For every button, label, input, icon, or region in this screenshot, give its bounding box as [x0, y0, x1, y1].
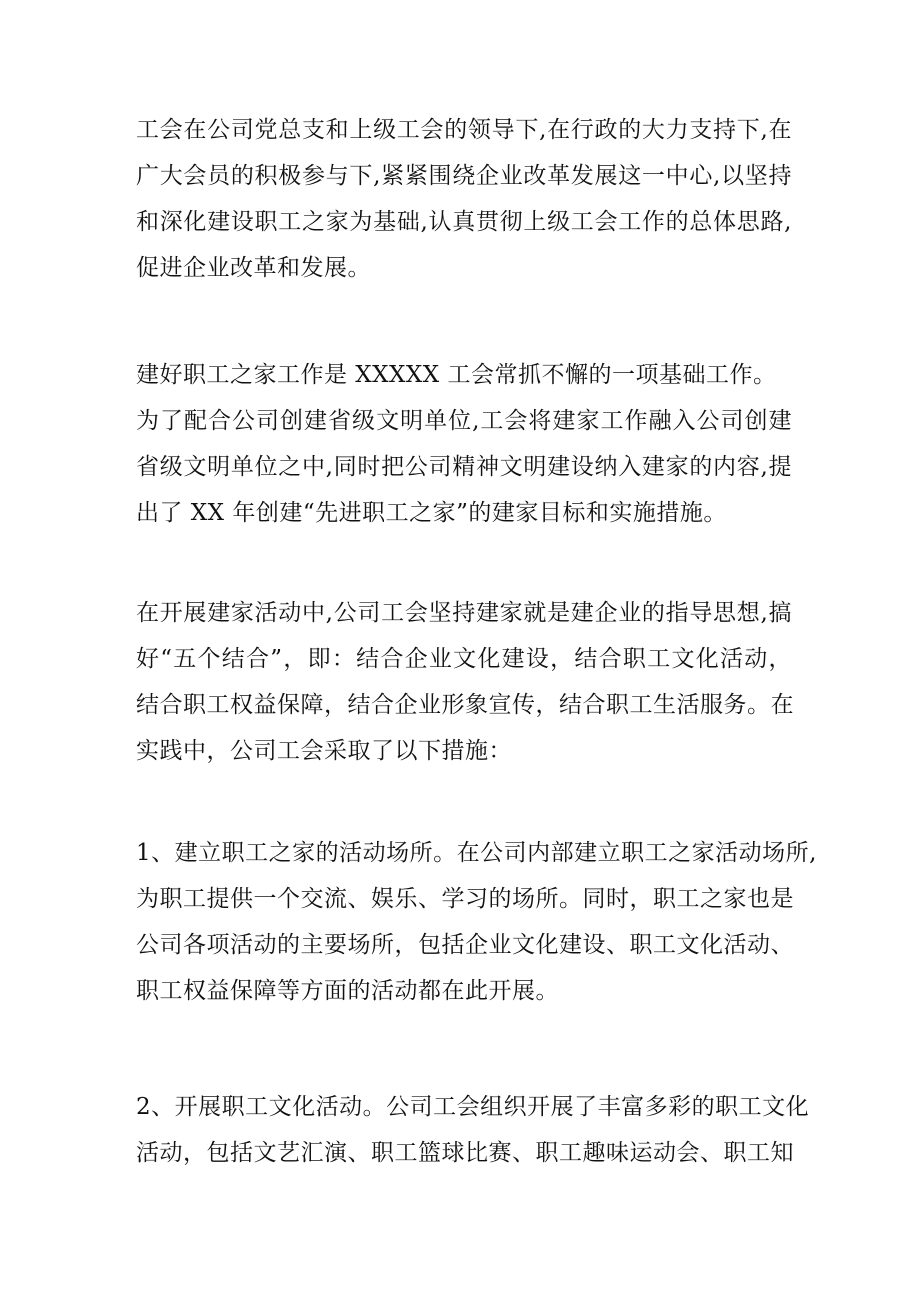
text-line: 结合职工权益保障，结合企业形象宣传，结合职工生活服务。在 — [136, 692, 794, 718]
text-line: 工会在公司党总支和上级工会的领导下,在行政的大力支持下,在 — [136, 117, 792, 143]
text-line: 实践中，公司工会采取了以下措施： — [136, 738, 512, 764]
text-line: 公司各项活动的主要场所，包括企业文化建设、职工文化活动、 — [136, 932, 794, 958]
text-line: 好“五个结合”，即：结合企业文化建设，结合职工文化活动， — [136, 646, 792, 672]
text-line: 广大会员的积极参与下,紧紧围绕企业改革发展这一中心,以坚持 — [136, 163, 792, 189]
paragraph-measure-2 — [136, 1084, 810, 1176]
paragraph-measure-1 — [136, 830, 817, 1014]
text-line: 建好职工之家工作是 XXXXX 工会常抓不懈的一项基础工作。 — [136, 362, 777, 388]
text-line: 和深化建设职工之家为基础,认真贯彻上级工会工作的总体思路, — [136, 209, 792, 235]
text-line: 活动，包括文艺汇演、职工篮球比赛、职工趣味运动会、职工知 — [136, 1140, 794, 1166]
text-line: 省级文明单位之中,同时把公司精神文明建设纳入建家的内容,提 — [136, 454, 792, 480]
paragraph-five-combinations — [136, 590, 792, 774]
paragraph-workers-home — [136, 352, 792, 536]
paragraph-union-leadership — [136, 107, 792, 291]
text-line: 为职工提供一个交流、娱乐、学习的场所。同时，职工之家也是 — [136, 886, 794, 912]
text-line: 出了 XX 年创建“先进职工之家”的建家目标和实施措施。 — [136, 500, 727, 526]
text-line: 1、建立职工之家的活动场所。在公司内部建立职工之家活动场所, — [136, 840, 817, 866]
text-line: 在开展建家活动中,公司工会坚持建家就是建企业的指导思想,搞 — [136, 600, 792, 626]
text-line: 为了配合公司创建省级文明单位,工会将建家工作融入公司创建 — [136, 408, 792, 434]
text-line: 职工权益保障等方面的活动都在此开展。 — [136, 978, 559, 1004]
text-line: 促进企业改革和发展。 — [136, 255, 371, 281]
text-line: 2、开展职工文化活动。公司工会组织开展了丰富多彩的职工文化 — [136, 1094, 810, 1120]
